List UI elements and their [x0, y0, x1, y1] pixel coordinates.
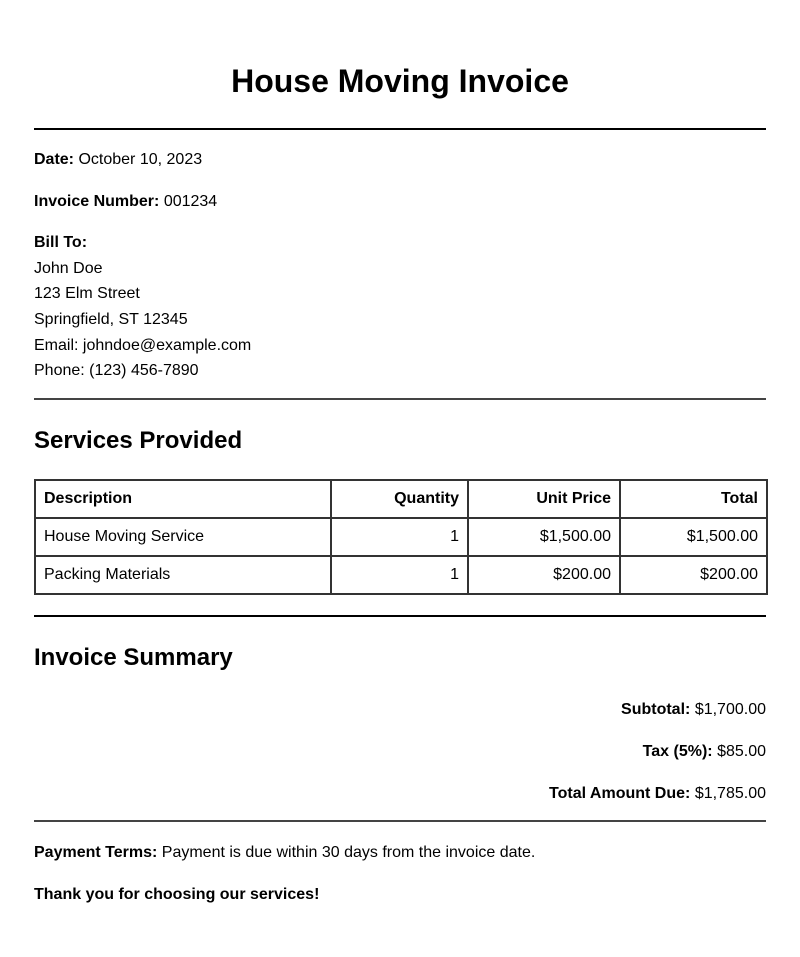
- summary-heading: Invoice Summary: [34, 644, 233, 671]
- column-header-quantity: Quantity: [331, 480, 468, 518]
- services-heading: Services Provided: [34, 427, 243, 454]
- tax-label: Tax (5%):: [642, 743, 713, 760]
- cell-description: Packing Materials: [35, 556, 331, 594]
- date-label: Date:: [34, 151, 75, 168]
- subtotal-value: $1,700.00: [694, 701, 766, 718]
- total-due-value: $1,785.00: [694, 785, 766, 802]
- invoice-number-label: Invoice Number:: [34, 193, 160, 210]
- services-table: [34, 479, 768, 595]
- divider-bill-to: [34, 398, 766, 400]
- column-header-description: Description: [35, 480, 331, 518]
- table-header-row: [35, 480, 767, 518]
- cell-quantity: 1: [331, 518, 468, 556]
- tax-value: $85.00: [717, 743, 766, 760]
- payment-terms-value: Payment is due within 30 days from the invoice date.: [161, 844, 536, 861]
- cell-total: $200.00: [620, 556, 767, 594]
- bill-to-city: Springfield, ST 12345: [34, 311, 188, 328]
- invoice-number-value: 001234: [163, 193, 218, 210]
- divider-summary: [34, 820, 766, 822]
- bill-to-street: 123 Elm Street: [34, 285, 140, 302]
- invoice-title: House Moving Invoice: [231, 63, 569, 99]
- invoice-date: [34, 150, 202, 170]
- column-header-total: Total: [620, 480, 767, 518]
- cell-unit-price: $1,500.00: [468, 518, 620, 556]
- tax-line: [34, 742, 766, 762]
- divider-top: [34, 128, 766, 130]
- table-row: [35, 518, 767, 556]
- thank-you-note: Thank you for choosing our services!: [34, 886, 320, 903]
- table-row: [35, 556, 767, 594]
- cell-quantity: 1: [331, 556, 468, 594]
- bill-to-email: Email: johndoe@example.com: [34, 337, 252, 354]
- bill-to-label: Bill To:: [34, 234, 88, 251]
- date-value: October 10, 2023: [78, 151, 203, 168]
- cell-total: $1,500.00: [620, 518, 767, 556]
- payment-terms: [34, 843, 535, 863]
- total-due-line: [34, 784, 766, 804]
- column-header-unit-price: Unit Price: [468, 480, 620, 518]
- payment-terms-label: Payment Terms:: [34, 844, 158, 861]
- bill-to-name: John Doe: [34, 260, 103, 277]
- divider-services: [34, 615, 766, 617]
- subtotal-line: [34, 700, 766, 720]
- subtotal-label: Subtotal:: [621, 701, 691, 718]
- total-due-label: Total Amount Due:: [549, 785, 691, 802]
- cell-unit-price: $200.00: [468, 556, 620, 594]
- bill-to-phone: Phone: (123) 456-7890: [34, 362, 199, 379]
- invoice-number: [34, 192, 217, 212]
- cell-description: House Moving Service: [35, 518, 331, 556]
